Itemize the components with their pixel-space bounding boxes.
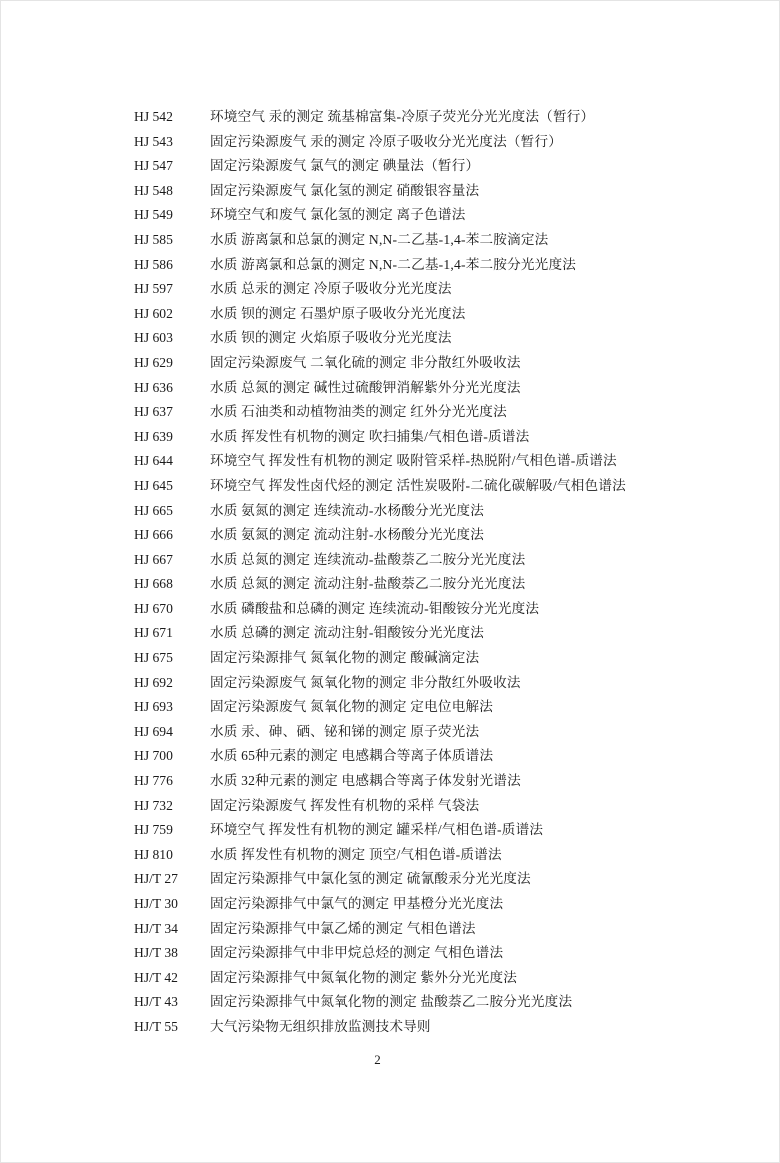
standard-title: 水质 挥发性有机物的测定 吹扫捕集/气相色谱-质谱法 xyxy=(210,428,530,444)
standard-row xyxy=(0,154,780,179)
standard-code: HJ 629 xyxy=(134,354,173,370)
standard-code: HJ 597 xyxy=(134,281,173,297)
standard-code: HJ 675 xyxy=(134,650,173,666)
standard-code: HJ 645 xyxy=(134,477,173,493)
standard-code: HJ 693 xyxy=(134,699,173,715)
standard-title: 大气污染物无组织排放监测技术导则 xyxy=(210,1018,431,1034)
standard-title: 固定污染源排气中氯化氢的测定 硫氰酸汞分光光度法 xyxy=(210,871,531,887)
standard-code: HJ 810 xyxy=(134,846,173,862)
standard-title: 水质 磷酸盐和总磷的测定 连续流动-钼酸铵分光光度法 xyxy=(210,600,540,616)
standard-row xyxy=(0,474,780,499)
standard-title: 固定污染源排气中氯气的测定 甲基橙分光光度法 xyxy=(210,896,504,911)
standard-title: 固定污染源废气 氮氧化物的测定 非分散红外吸收法 xyxy=(210,674,521,690)
standard-row xyxy=(0,523,780,548)
standard-row xyxy=(0,867,780,892)
standard-row xyxy=(0,572,780,597)
standard-title: 环境空气 挥发性卤代烃的测定 活性炭吸附-二硫化碳解吸/气相色谱法 xyxy=(210,477,626,493)
standard-row xyxy=(0,326,780,351)
standard-title: 固定污染源排气中非甲烷总烃的测定 气相色谱法 xyxy=(210,945,504,961)
standard-title: 环境空气 汞的测定 巯基棉富集-冷原子荧光分光光度法（暂行） xyxy=(210,109,595,124)
standard-code: HJ 776 xyxy=(134,773,173,789)
standard-title: 水质 氨氮的测定 连续流动-水杨酸分光光度法 xyxy=(210,502,485,518)
standard-code: HJ 666 xyxy=(134,527,173,543)
standard-row xyxy=(0,130,780,155)
standard-title: 水质 石油类和动植物油类的测定 红外分光光度法 xyxy=(210,404,507,420)
standard-title: 水质 总氮的测定 流动注射-盐酸萘乙二胺分光光度法 xyxy=(210,576,526,592)
standard-row xyxy=(0,597,780,622)
standard-row xyxy=(0,990,780,1015)
standard-row xyxy=(0,499,780,524)
standard-row xyxy=(0,425,780,450)
standard-row xyxy=(0,818,780,843)
standard-code: HJ 548 xyxy=(134,182,173,198)
standard-code: HJ 543 xyxy=(134,133,173,149)
standard-title: 水质 挥发性有机物的测定 顶空/气相色谱-质谱法 xyxy=(210,846,502,862)
standard-title: 固定污染源废气 汞的测定 冷原子吸收分光光度法（暂行） xyxy=(210,133,563,149)
standard-code: HJ 585 xyxy=(134,231,173,247)
standard-title: 水质 钡的测定 石墨炉原子吸收分光光度法 xyxy=(210,305,466,321)
standard-title: 水质 汞、砷、硒、铋和锑的测定 原子荧光法 xyxy=(210,723,480,739)
standard-title: 水质 钡的测定 火焰原子吸收分光光度法 xyxy=(210,330,452,346)
standard-row xyxy=(0,400,780,425)
standard-title: 水质 总氮的测定 碱性过硫酸钾消解紫外分光光度法 xyxy=(210,379,521,395)
standard-row xyxy=(0,179,780,204)
standard-code: HJ 637 xyxy=(134,404,173,420)
standard-code: HJ 665 xyxy=(134,502,173,518)
standard-row xyxy=(0,966,780,991)
standard-code: HJ 586 xyxy=(134,256,173,272)
standard-code: HJ/T 27 xyxy=(134,871,178,887)
standard-title: 环境空气和废气 氯化氢的测定 离子色谱法 xyxy=(210,207,466,223)
standard-row xyxy=(0,794,780,819)
standard-title: 固定污染源废气 挥发性有机物的采样 气袋法 xyxy=(210,797,480,813)
standard-code: HJ 636 xyxy=(134,379,173,395)
standard-row xyxy=(0,228,780,253)
standard-code: HJ 692 xyxy=(134,674,173,690)
standard-row xyxy=(0,376,780,401)
standard-row xyxy=(0,744,780,769)
standard-code: HJ 694 xyxy=(134,723,173,739)
standard-code: HJ 671 xyxy=(134,625,173,641)
standard-title: 固定污染源排气中氮氧化物的测定 盐酸萘乙二胺分光光度法 xyxy=(210,994,573,1010)
standard-code: HJ 668 xyxy=(134,576,173,592)
standard-code: HJ 639 xyxy=(134,428,173,444)
standard-row xyxy=(0,253,780,278)
standard-title: 固定污染源排气 氮氧化物的测定 酸碱滴定法 xyxy=(210,650,480,666)
standard-title: 水质 游离氯和总氯的测定 N,N-二乙基-1,4-苯二胺滴定法 xyxy=(210,231,549,247)
standard-code: HJ 547 xyxy=(134,158,173,174)
standard-title: 水质 总磷的测定 流动注射-钼酸铵分光光度法 xyxy=(210,625,485,641)
standard-row xyxy=(0,892,780,917)
standard-title: 固定污染源排气中氯乙烯的测定 气相色谱法 xyxy=(210,920,476,936)
standard-row xyxy=(0,843,780,868)
standard-code: HJ 603 xyxy=(134,330,173,346)
standard-title: 水质 32种元素的测定 电感耦合等离子体发射光谱法 xyxy=(210,773,521,789)
standard-title: 固定污染源排气中氮氧化物的测定 紫外分光光度法 xyxy=(210,969,518,985)
standard-code: HJ 542 xyxy=(134,109,173,124)
standard-code: HJ/T 43 xyxy=(134,994,178,1010)
standard-code: HJ 759 xyxy=(134,822,173,838)
standard-code: HJ/T 42 xyxy=(134,969,178,985)
standard-row xyxy=(0,302,780,327)
standard-title: 固定污染源废气 氯化氢的测定 硝酸银容量法 xyxy=(210,182,480,198)
standard-row xyxy=(0,671,780,696)
standard-row xyxy=(0,720,780,745)
standard-code: HJ 670 xyxy=(134,600,173,616)
standard-code: HJ 602 xyxy=(134,305,173,321)
standard-title: 环境空气 挥发性有机物的测定 吸附管采样-热脱附/气相色谱-质谱法 xyxy=(210,453,617,469)
standard-row xyxy=(0,1015,780,1040)
standard-title: 水质 游离氯和总氯的测定 N,N-二乙基-1,4-苯二胺分光光度法 xyxy=(210,256,577,272)
standard-title: 固定污染源废气 二氧化硫的测定 非分散红外吸收法 xyxy=(210,354,521,370)
standard-title: 水质 65种元素的测定 电感耦合等离子体质谱法 xyxy=(210,748,494,764)
standard-row xyxy=(0,105,780,130)
standard-row xyxy=(0,941,780,966)
standard-row xyxy=(0,621,780,646)
standard-title: 水质 氨氮的测定 流动注射-水杨酸分光光度法 xyxy=(210,527,485,543)
standard-code: HJ 700 xyxy=(134,748,173,764)
standard-row xyxy=(0,449,780,474)
standards-list xyxy=(0,105,780,1040)
standard-row xyxy=(0,695,780,720)
standard-code: HJ 644 xyxy=(134,453,173,469)
standard-title: 水质 总氮的测定 连续流动-盐酸萘乙二胺分光光度法 xyxy=(210,551,526,567)
standard-row xyxy=(0,203,780,228)
standard-code: HJ 667 xyxy=(134,551,173,567)
standard-row xyxy=(0,646,780,671)
standard-code: HJ/T 34 xyxy=(134,920,178,936)
standard-code: HJ 732 xyxy=(134,797,173,813)
standard-row xyxy=(0,917,780,942)
standard-code: HJ/T 55 xyxy=(134,1018,178,1034)
standard-row xyxy=(0,277,780,302)
standard-row xyxy=(0,548,780,573)
standard-title: 固定污染源废气 氯气的测定 碘量法（暂行） xyxy=(210,158,480,174)
standard-title: 固定污染源废气 氮氧化物的测定 定电位电解法 xyxy=(210,699,494,715)
standard-code: HJ/T 38 xyxy=(134,945,178,961)
page-number: 2 xyxy=(374,1052,381,1067)
standard-row xyxy=(0,351,780,376)
standard-code: HJ/T 30 xyxy=(134,896,178,911)
standard-title: 环境空气 挥发性有机物的测定 罐采样/气相色谱-质谱法 xyxy=(210,822,544,838)
standard-title: 水质 总汞的测定 冷原子吸收分光光度法 xyxy=(210,281,452,297)
standard-code: HJ 549 xyxy=(134,207,173,223)
standard-row xyxy=(0,769,780,794)
